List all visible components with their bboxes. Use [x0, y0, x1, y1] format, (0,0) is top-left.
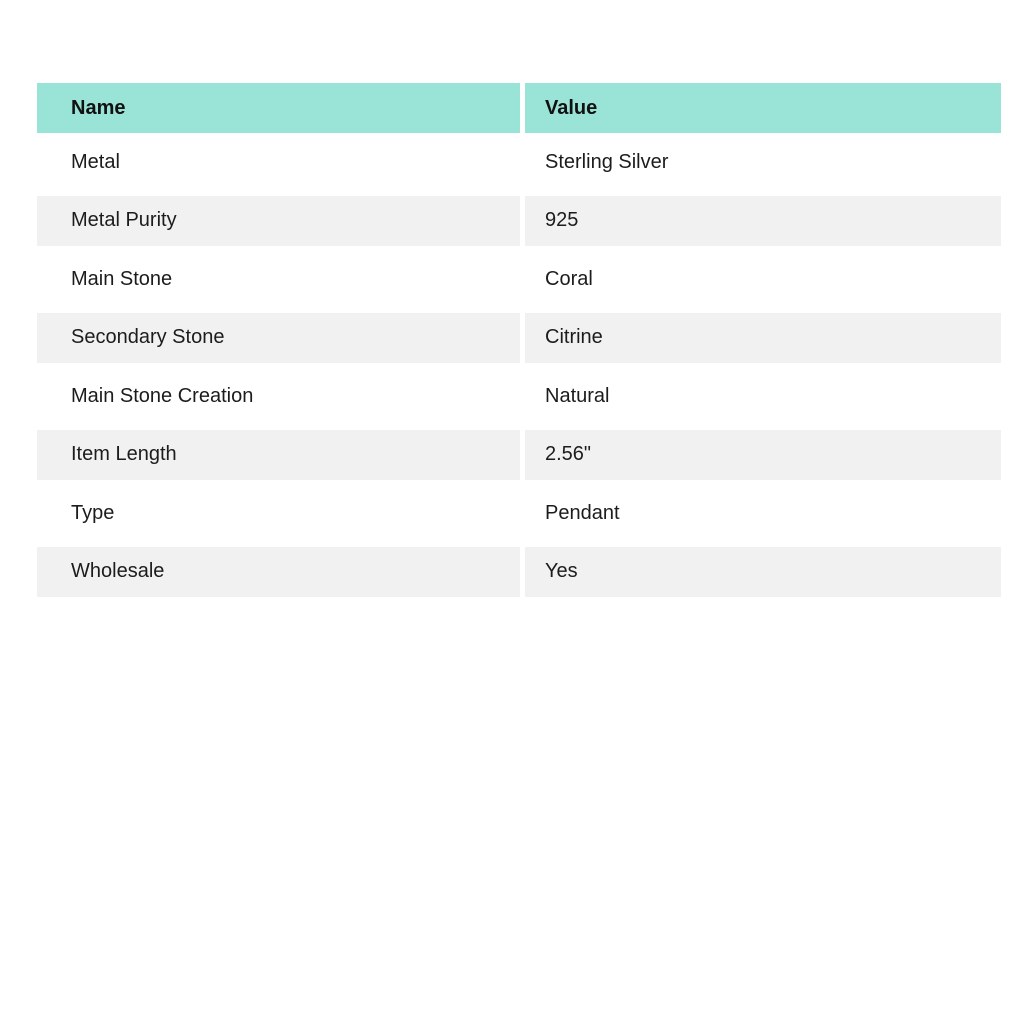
header-cell-name: Name — [37, 83, 520, 133]
table-row-type — [37, 484, 1001, 543]
table-row-secondary-stone — [37, 309, 1001, 368]
cell-name: Item Length — [37, 426, 520, 485]
cell-value: Citrine — [520, 309, 1001, 368]
table-row-wholesale — [37, 543, 1001, 602]
table-row-main-stone-creation — [37, 367, 1001, 426]
table-row-metal — [37, 133, 1001, 192]
cell-value: Pendant — [520, 484, 1001, 543]
cell-name: Type — [37, 484, 520, 543]
cell-name: Main Stone — [37, 250, 520, 309]
cell-value: Natural — [520, 367, 1001, 426]
table-row-main-stone — [37, 250, 1001, 309]
header-cell-value: Value — [520, 83, 1001, 133]
cell-value: Coral — [520, 250, 1001, 309]
cell-name: Wholesale — [37, 543, 520, 602]
cell-name: Secondary Stone — [37, 309, 520, 368]
cell-name: Metal — [37, 133, 520, 192]
cell-value: Yes — [520, 543, 1001, 602]
table-row-metal-purity — [37, 192, 1001, 251]
cell-value: 925 — [520, 192, 1001, 251]
table-header-row — [37, 83, 1001, 133]
cell-value: 2.56" — [520, 426, 1001, 485]
cell-name: Main Stone Creation — [37, 367, 520, 426]
cell-value: Sterling Silver — [520, 133, 1001, 192]
cell-name: Metal Purity — [37, 192, 520, 251]
table-row-item-length — [37, 426, 1001, 485]
product-spec-table — [37, 83, 1001, 601]
